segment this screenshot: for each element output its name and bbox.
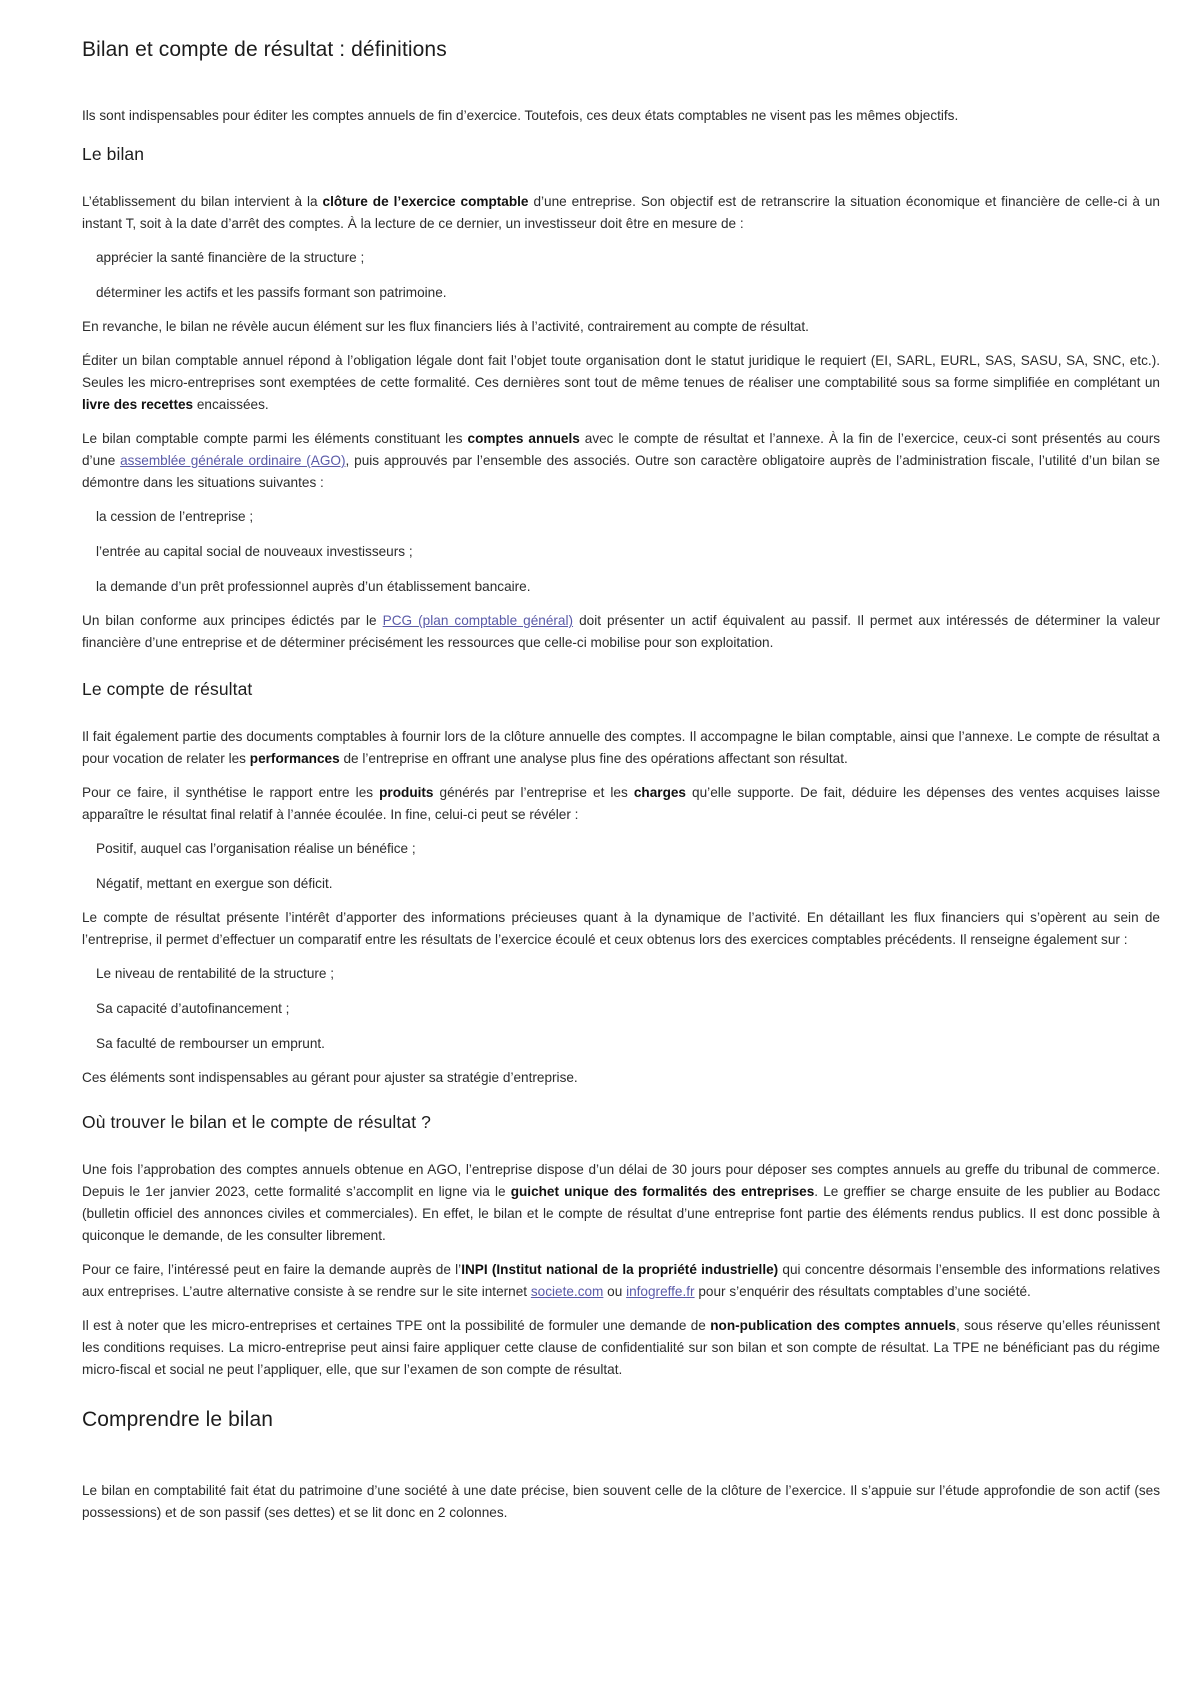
bilan-paragraph-1: L’établissement du bilan intervient à la clôture de l’exercice comptable d’une entreprise. Son objectif est de retranscrire la situation économique et financière de celle-ci à un instant T, soit à la date d’arrêt des comptes. À la lecture de ce dernier, un investisseur doit être en mesure de : (82, 194, 1160, 231)
bilan-paragraph-5: Un bilan conforme aux principes édictés par le PCG (plan comptable général) doit présenter un actif équivalent au passif. Il permet aux intéressés de déterminer la valeur financière d’une entreprise et de déterminer précisément les ressources que celle-ci mobilise pour son exploitation. (82, 613, 1161, 650)
trouver-paragraph-3: Il est à noter que les micro-entreprises et certaines TPE ont la possibilité de formuler une demande de non-publication des comptes annuels, sous réserve qu’elles réunissent les conditions requises. La micro-entreprise peut ainsi faire appliquer cette clause de confidentialité sur son bilan et son compte de résultat. La TPE ne bénéficiant pas du régime micro-fiscal et social ne peut l’appliquer, elle, que sur l’examen de son compte de résultat. (82, 1318, 1160, 1377)
resultat-list-2 (82, 963, 1160, 1055)
bilan-paragraph-3: Éditer un bilan comptable annuel répond à l’obligation légale dont fait l’objet toute organisation dont le statut juridique le requiert (EI, SARL, EURL, SAS, SASU, SA, SNC, etc.). Seules les micro-entreprises sont exemptées de cette formalité. Ces dernières sont tout de même tenues de réaliser une comptabilité sous sa forme simplifiée en complétant un livre des recettes encaissées. (82, 353, 1160, 412)
bilan-paragraph-2: En revanche, le bilan ne révèle aucun élément sur les flux financiers liés à l’activité, contrairement au compte de résultat. (82, 319, 809, 334)
section-heading-bilan: Le bilan (82, 144, 145, 164)
pcg-link[interactable]: PCG (plan comptable général) (382, 613, 574, 628)
bold-text: charges (633, 785, 686, 800)
list-item: apprécier la santé financière de la structure ; (96, 250, 365, 265)
comprendre-paragraph-1: Le bilan en comptabilité fait état du patrimoine d’une société à une date précise, bien souvent celle de la clôture de l’exercice. Il s’appuie sur l’étude approfondie de son actif (ses possessions) et de son passif (ses dettes) et se lit donc en 2 colonnes. (82, 1483, 1160, 1520)
bold-text: livre des recettes (82, 397, 194, 412)
bold-text: non-publication des comptes annuels (710, 1318, 956, 1333)
infogreffe-link[interactable]: infogreffe.fr (626, 1284, 695, 1299)
list-item: Négatif, mettant en exergue son déficit. (96, 876, 333, 891)
resultat-paragraph-4: Ces éléments sont indispensables au gérant pour ajuster sa stratégie d’entreprise. (82, 1070, 578, 1085)
list-item: l’entrée au capital social de nouveaux investisseurs ; (96, 544, 413, 559)
bold-text: comptes annuels (467, 431, 580, 446)
list-item: la demande d’un prêt professionnel auprès d’un établissement bancaire. (96, 579, 531, 594)
bold-text: INPI (Institut national de la propriété industrielle) (461, 1262, 779, 1277)
bilan-list-2 (82, 506, 1160, 598)
resultat-paragraph-3: Le compte de résultat présente l’intérêt d’apporter des informations précieuses quant à la dynamique de l’activité. En détaillant les flux financiers qui s’opèrent au sein de l’entreprise, il permet d’effectuer un comparatif entre les résultats de l’exercice écoulé et ceux obtenus lors des exercices comptables précédents. Il renseigne également sur : (82, 910, 1160, 947)
list-item: Positif, auquel cas l’organisation réalise un bénéfice ; (96, 841, 416, 856)
trouver-paragraph-2: Pour ce faire, l’intéressé peut en faire la demande auprès de l’INPI (Institut national de la propriété industrielle) qui concentre désormais l’ensemble des informations relatives aux entreprises. L’autre alternative consiste à se rendre sur le site internet societe.com ou infogreffe.fr pour s’enquérir des résultats comptables d’une société. (82, 1262, 1160, 1299)
section-heading-compte-resultat: Le compte de résultat (82, 679, 253, 699)
bold-text: produits (379, 785, 434, 800)
resultat-paragraph-1: Il fait également partie des documents comptables à fournir lors de la clôture annuelle des comptes. Il accompagne le bilan comptable, ainsi que l’annexe. Le compte de résultat a pour vocation de relater les performances de l’entreprise en offrant une analyse plus fine des opérations affectant son résultat. (82, 729, 1160, 766)
resultat-paragraph-2: Pour ce faire, il synthétise le rapport entre les produits générés par l’entreprise et les charges qu’elle supporte. De fait, déduire les dépenses des ventes acquises laisse apparaître le résultat final relatif à l’année écoulée. In fine, celui-ci peut se révéler : (82, 785, 1161, 822)
list-item: Le niveau de rentabilité de la structure ; (96, 966, 335, 981)
ago-link[interactable]: assemblée générale ordinaire (AGO) (120, 453, 346, 468)
article (82, 38, 1160, 1524)
societe-link[interactable]: societe.com (530, 1284, 604, 1299)
list-item: déterminer les actifs et les passifs formant son patrimoine. (96, 285, 447, 300)
bold-text: clôture de l’exercice comptable (322, 194, 529, 209)
list-item: Sa capacité d’autofinancement ; (96, 1001, 290, 1016)
bilan-paragraph-4: Le bilan comptable compte parmi les éléments constituant les comptes annuels avec le compte de résultat et l’annexe. À la fin de l’exercice, ceux-ci sont présentés au cours d’une assemblée générale ordinaire (AGO), puis approuvés par l’ensemble des associés. Outre son caractère obligatoire auprès de l’administration fiscale, l’utilité d’un bilan se démontre dans les situations suivantes : (82, 431, 1161, 490)
bold-text: guichet unique des formalités des entreprises (510, 1184, 815, 1199)
section-heading-comprendre-bilan: Comprendre le bilan (82, 1408, 274, 1431)
resultat-list-1 (82, 838, 1160, 895)
page-title: Bilan et compte de résultat : définitions (82, 38, 447, 61)
list-item: Sa faculté de rembourser un emprunt. (96, 1036, 325, 1051)
intro-paragraph: Ils sont indispensables pour éditer les comptes annuels de fin d’exercice. Toutefois, ces deux états comptables ne visent pas les mêmes objectifs. (82, 108, 959, 123)
trouver-paragraph-1: Une fois l’approbation des comptes annuels obtenue en AGO, l’entreprise dispose d’un délai de 30 jours pour déposer ses comptes annuels au greffe du tribunal de commerce. Depuis le 1er janvier 2023, cette formalité s’accomplit en ligne via le guichet unique des formalités des entreprises. Le greffier se charge ensuite de les publier au Bodacc (bulletin officiel des annonces civiles et commerciales). En effet, le bilan et le compte de résultat d’une entreprise font partie des éléments rendus publics. Il est donc possible à quiconque le demande, de les consulter librement. (82, 1162, 1160, 1243)
section-heading-ou-trouver: Où trouver le bilan et le compte de résultat ? (82, 1112, 431, 1132)
list-item: la cession de l’entreprise ; (96, 509, 254, 524)
bilan-list-1 (82, 247, 1160, 304)
bold-text: performances (249, 751, 340, 766)
